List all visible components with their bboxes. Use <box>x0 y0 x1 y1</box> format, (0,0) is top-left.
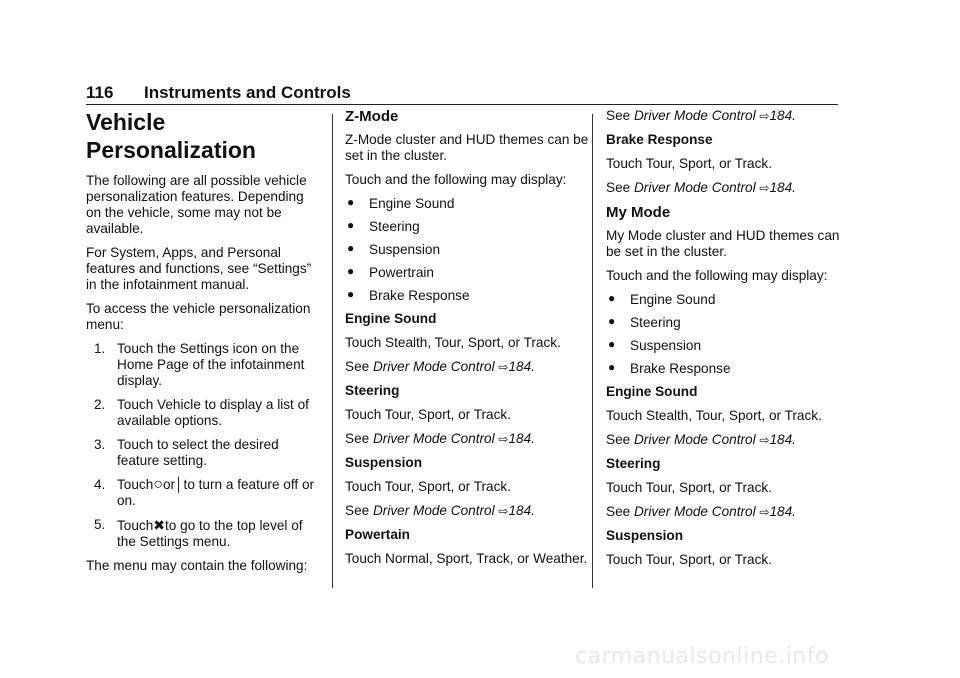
touch-paragraph: Touch and the following may display: <box>345 172 567 187</box>
arrow-icon: ⇨ <box>498 360 509 374</box>
list-item: 5. Touch✖to go to the top level of the Settings menu. <box>94 517 303 549</box>
reference-line: See Driver Mode Control ⇨184. <box>345 503 535 518</box>
list-item: ● Engine Sound <box>347 195 455 211</box>
column-2 <box>345 108 595 575</box>
arrow-icon: ⇨ <box>759 433 770 447</box>
mymode-heading: My Mode <box>606 204 671 221</box>
suspension-heading: Suspension <box>345 455 423 470</box>
list-item: 2. Touch Vehicle to display a list of available options. <box>94 397 309 428</box>
list-item: 3. Touch to select the desired feature setting. <box>94 437 279 468</box>
brake-heading: Brake Response <box>606 132 713 147</box>
section-title: Instruments and Controls <box>144 83 351 102</box>
reference-line: See Driver Mode Control ⇨184. <box>606 180 796 195</box>
steering-heading: Steering <box>606 456 661 471</box>
steering-heading: Steering <box>345 383 400 398</box>
list-item: 1. Touch the Settings icon on the Home Page of the infotainment display. <box>94 341 305 388</box>
reference-line: See Driver Mode Control ⇨184. <box>345 431 535 446</box>
brake-text: Touch Tour, Sport, or Track. <box>606 156 772 171</box>
line-icon: │ <box>175 477 184 492</box>
arrow-icon: ⇨ <box>759 505 770 519</box>
column-1 <box>86 108 322 582</box>
list-item: ● Steering <box>347 218 420 234</box>
powertrain-text: Touch Normal, Sport, Track, or Weather. <box>345 551 588 566</box>
engine-sound-heading: Engine Sound <box>345 311 437 326</box>
reference-line: See Driver Mode Control ⇨184. <box>606 432 796 447</box>
circle-icon: ○ <box>153 476 163 493</box>
steering-text: Touch Tour, Sport, or Track. <box>606 480 772 495</box>
list-item: ● Suspension <box>608 337 702 353</box>
suspension-text: Touch Tour, Sport, or Track. <box>345 479 511 494</box>
engine-sound-text: Touch Stealth, Tour, Sport, or Track. <box>345 335 561 350</box>
system-paragraph: For System, Apps, and Personal features and functions, see “Settings” in the infotainment manual. <box>86 245 312 292</box>
arrow-icon: ⇨ <box>498 432 509 446</box>
arrow-icon: ⇨ <box>759 109 770 123</box>
page-title: Vehicle Personalization <box>86 109 256 163</box>
mymode-intro: My Mode cluster and HUD themes can be set in the cluster. <box>606 228 840 259</box>
column-3 <box>606 108 846 576</box>
column-divider <box>332 114 333 588</box>
list-item: ● Brake Response <box>608 360 731 376</box>
page-number: 116 <box>86 83 114 102</box>
steering-text: Touch Tour, Sport, or Track. <box>345 407 511 422</box>
suspension-heading: Suspension <box>606 528 684 543</box>
touch-paragraph: Touch and the following may display: <box>606 268 828 283</box>
zmode-heading: Z-Mode <box>345 108 399 125</box>
intro-paragraph: The following are all possible vehicle personalization features. Depending on the vehicle, some may not be available. <box>86 173 307 236</box>
close-icon: ✖ <box>153 517 166 533</box>
engine-sound-text: Touch Stealth, Tour, Sport, or Track. <box>606 408 822 423</box>
list-item: ● Brake Response <box>347 287 470 303</box>
closing-paragraph: The menu may contain the following: <box>86 558 308 573</box>
list-item: ● Engine Sound <box>608 291 716 307</box>
list-item: ● Steering <box>608 314 681 330</box>
zmode-intro: Z-Mode cluster and HUD themes can be set in the cluster. <box>345 132 589 163</box>
engine-sound-heading: Engine Sound <box>606 384 698 399</box>
access-paragraph: To access the vehicle personalization menu: <box>86 301 311 332</box>
reference-line: See Driver Mode Control ⇨184. <box>345 359 535 374</box>
reference-line: See Driver Mode Control ⇨184. <box>606 108 796 123</box>
reference-line: See Driver Mode Control ⇨184. <box>606 504 796 519</box>
powertrain-heading: Powertain <box>345 527 410 542</box>
list-item: ● Powertrain <box>347 264 434 280</box>
zmode-bullets <box>345 196 595 304</box>
list-item: ● Suspension <box>347 241 441 257</box>
arrow-icon: ⇨ <box>759 181 770 195</box>
steps-list <box>86 341 322 550</box>
list-item: 4. Touch○or│to turn a feature off or on. <box>94 476 315 508</box>
watermark: carmanualsonline.info <box>575 644 829 669</box>
arrow-icon: ⇨ <box>498 504 509 518</box>
page-header <box>86 80 838 105</box>
mymode-bullets <box>606 292 846 377</box>
suspension-text: Touch Tour, Sport, or Track. <box>606 552 772 567</box>
